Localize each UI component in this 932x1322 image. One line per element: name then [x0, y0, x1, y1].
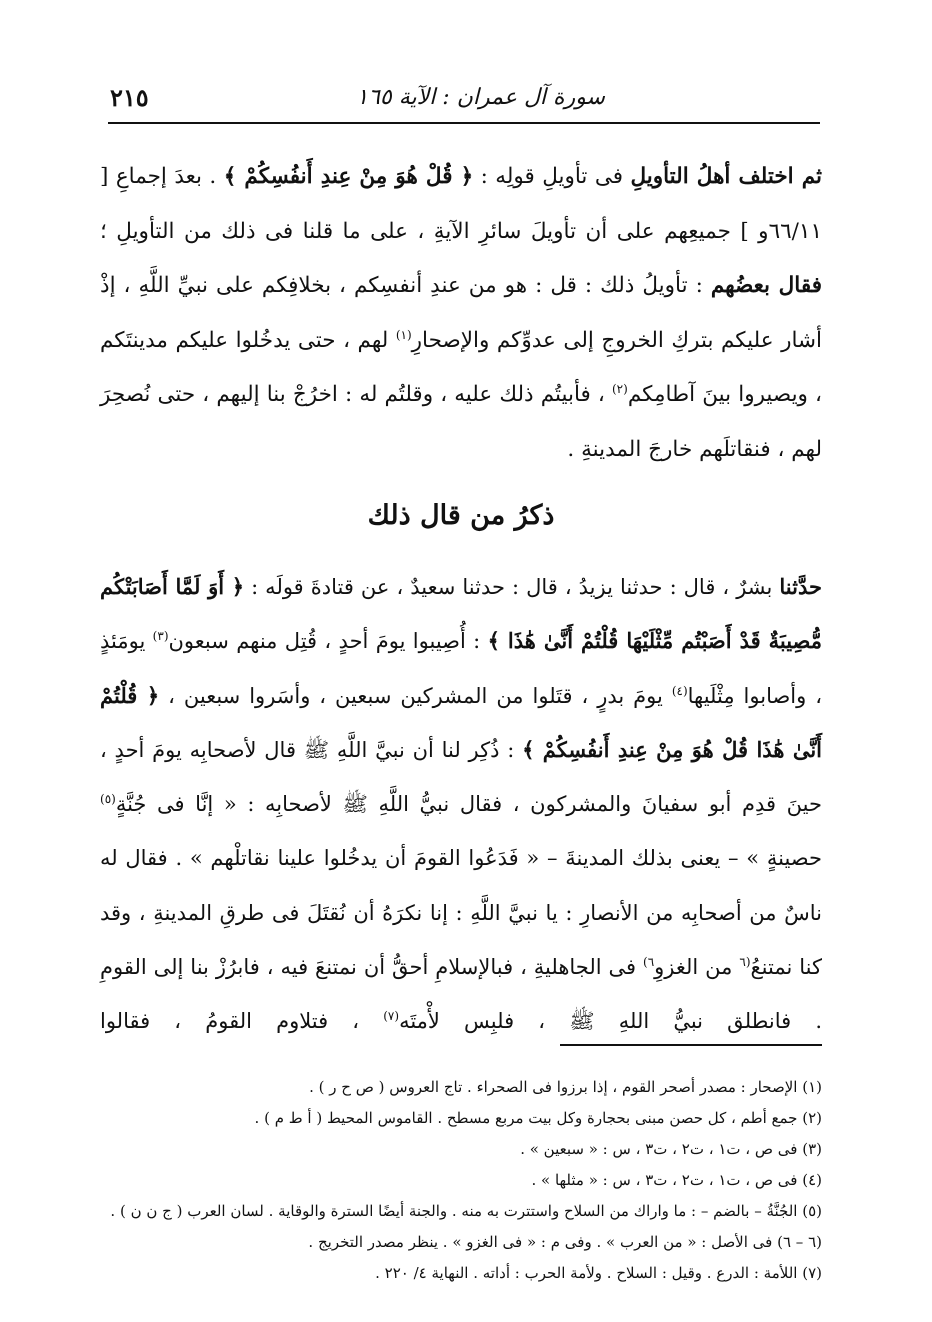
text-run: يومَئذٍ ، وأصابوا مِثْلَيها: [100, 629, 823, 708]
text-run: فى تأويلِ قولِه :: [473, 164, 631, 189]
text-run: ، فأبيتُم ذلك عليه ، وقلتُم له : اخرُجْ بنا إليهم ، حتى نُصحِرَ لهم ، فنقاتلَهم خارجَ المدينةِ .: [100, 382, 822, 462]
text-run: يومَ بدرٍ ، قتَلوا من المشركين سبعين ، وأسَروا سبعين ،: [159, 683, 672, 708]
footnote-separator: [560, 1044, 822, 1046]
narration-passage: [100, 560, 822, 1049]
page-number: ٢١٥: [110, 82, 149, 112]
quran-verse: ﴿ قُلْتُمْ أَنَّىٰ هَٰذَا قُلْ هُوَ مِنْ عِندِ أَنفُسِكُمْ ﴾: [100, 682, 822, 762]
footnote-item: (٢) جمع أطم ، كل حصن مبنى بحجارة وكل بيت مربع مسطح . القاموس المحيط ( أ ط م ) .: [254, 1109, 822, 1127]
text-run: من الغزوِ: [654, 955, 740, 980]
footnote-item: (٧) اللأمة : الدرع . وقيل : السلاح . ولأمة الحرب : أداته . النهاية ٤/ ٢٢٠ .: [375, 1264, 822, 1282]
footnote-item: (٦ – ٦) فى الأصل : « من العرب » . وفى م : « فى الغزو » . ينظر مصدر التخريج .: [308, 1233, 822, 1251]
text-run: : ذُكِر لنا أن نبيَّ اللَّهِ ﷺ قال لأصحابِه يومَ أحدٍ ، حينَ قدِم أبو سفيانَ والمشركون ، فقال نبيُّ اللَّهِ ﷺ لأصحابِه : « إنَّا فى جُنَّةٍ: [100, 737, 822, 817]
quran-verse: ﴿ قُلْ هُوَ مِنْ عِندِ أَنفُسِكُمْ ﴾: [223, 164, 474, 189]
text-run: لهم ، حتى يدخُلوا عليكم مدينتَكم ، ويصيروا بينَ آطامِكم: [100, 327, 822, 407]
footnote-marker[interactable]: (٢): [611, 381, 628, 396]
page-header: [110, 80, 820, 114]
text-run: ، فتلاوم القومُ ، فقالوا: [100, 1009, 384, 1034]
main-text-passage: [100, 150, 822, 477]
paragraph: [100, 150, 822, 477]
running-title: سورة آل عمران : الآية ١٦٥: [356, 84, 605, 110]
footnote-marker[interactable]: ٦): [643, 955, 655, 970]
lead-phrase: ثم اختلف أهلُ التأويلِ: [630, 164, 822, 189]
text-run: : تأويلُ ذلك : قل : هو من عندِ أنفسِكم ، بخلافِكم على نبيِّ اللَّهِ ، إذْ أشار عليكم بتركِ الخروجِ إلى عدوِّكم والإصحارِ: [100, 273, 823, 353]
text-run: فى الجاهليةِ ، فبالإسلامِ أحقُّ أن نمتنعَ فيه ، فابرُزْ بنا إلى القومِ . فانطلق نبيُّ اللهِ ﷺ ، فلبِس لأْمتَه: [100, 955, 822, 1034]
footnote-item: (١) الإصحار : مصدر أصحر القوم ، إذا برزوا فى الصحراء . تاج العروس ( ص ح ر ) .: [309, 1078, 822, 1096]
footnotes-list: [100, 1072, 822, 1289]
header-rule: [108, 122, 820, 124]
footnote-marker[interactable]: (٤): [671, 683, 688, 698]
bold-phrase: فقال بعضُهم: [710, 273, 823, 298]
text-run: : أُصِيبوا يومَ أحدٍ ، قُتِل منهم سبعون: [168, 629, 488, 654]
footnote-marker[interactable]: (٧): [383, 1009, 400, 1024]
footnote-item: (٥) الجُنَّةُ – بالضم – : ما واراك من السلاح واستترت به منه . والجنة أيضًا السترة والوقاية . لسان العرب ( ج ن ن ) .: [110, 1202, 822, 1220]
text-run: حصينةٍ » – يعنى بذلك المدينةَ – « فَدَعُوا القومَ أن يدخُلوا علينا نقاتلْهم » . فقال له ناسٌ من أصحابِه من الأنصارِ : يا نبيَّ اللَّهِ : إنا نكرَهُ أن نُقتَلَ فى طرقِ المدينةِ ، وقد كنا نمتنعُ: [100, 846, 823, 980]
footnote-item: (٣) فى ص ، ت١ ، ت٢ ، ت٣ ، س : « سبعين » .: [520, 1140, 822, 1158]
text-run: بشرٌ ، قال : حدثنا يزيدُ ، قال : حدثنا سعيدٌ ، عن قتادةَ قولَه :: [244, 575, 780, 599]
footnote-marker[interactable]: (٣): [152, 629, 169, 644]
section-heading: ذكرُ من قال ذلك: [367, 500, 555, 531]
text-run: . بعدَ إجماعِ [ ٦٦/١١و ] جميعِهم على أن تأويلَ سائرِ الآيةِ ، على ما قلنا فى ذلك من التأويلِ ؛: [100, 164, 822, 244]
footnote-marker[interactable]: (١): [395, 327, 412, 342]
lead-phrase: حدَّثنا: [779, 574, 822, 599]
footnote-item: (٤) فى ص ، ت١ ، ت٢ ، ت٣ ، س : « مثلها » .: [531, 1171, 822, 1189]
footnote-marker[interactable]: (٦: [739, 955, 751, 970]
quran-verse: ﴿ أَوَ لَمَّا أَصَابَتْكُم مُّصِيبَةٌ قَدْ أَصَبْتُم مِّثْلَيْهَا قُلْتُمْ أَنَّىٰ هَٰذَا ﴾: [100, 574, 823, 654]
footnote-marker[interactable]: (٥): [100, 792, 116, 807]
paragraph: [100, 560, 822, 1049]
